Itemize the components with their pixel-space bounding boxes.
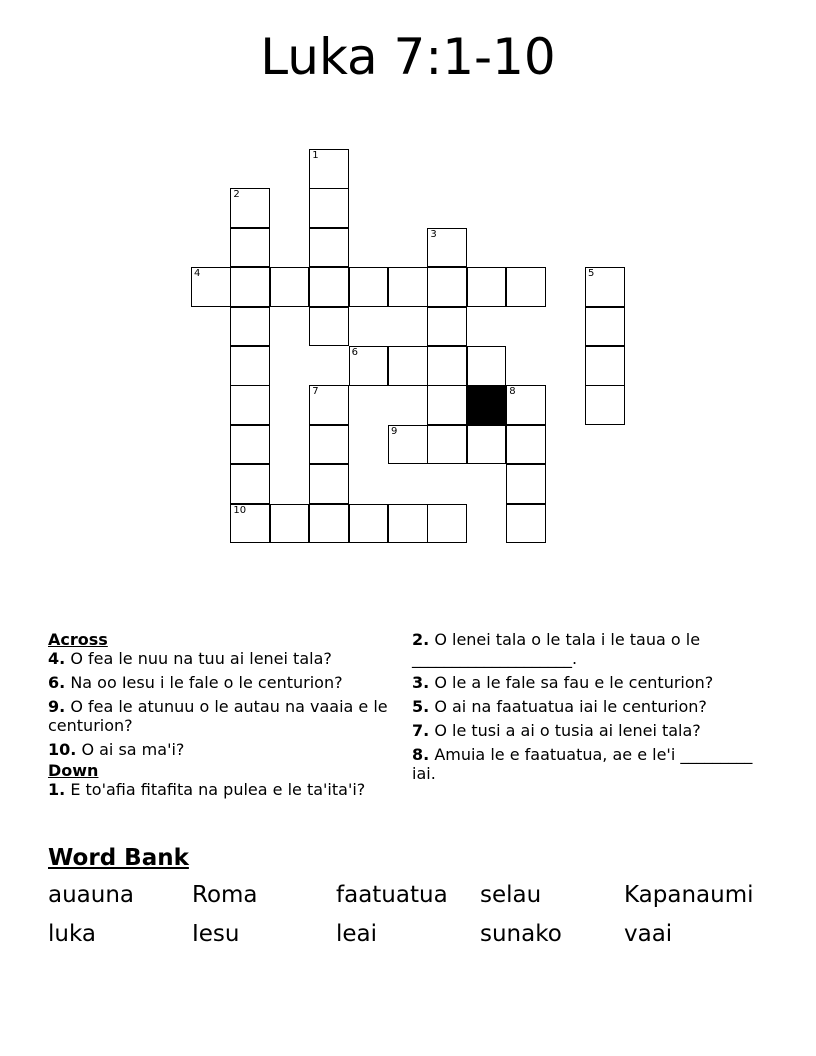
across-heading: Across [48,630,108,649]
clue-number-label: 7 [312,386,319,398]
clue-number: 5. [412,697,430,716]
word-bank-word: Roma [192,882,258,908]
clue-number: 8. [412,745,430,764]
crossword-cell[interactable] [427,425,467,465]
clue-text: Na oo Iesu i le fale o le centurion? [70,673,343,692]
crossword-cell[interactable] [230,267,270,307]
crossword-cell[interactable] [270,504,310,544]
crossword-cell[interactable] [427,307,467,347]
crossword-cell[interactable] [506,464,546,504]
crossword-cell[interactable] [427,504,467,544]
clue-number-label: 4 [194,268,201,280]
crossword-cell[interactable] [585,307,625,347]
crossword-cell[interactable] [506,425,546,465]
word-bank-title: Word Bank [48,845,189,871]
clue-number: 2. [412,630,430,649]
crossword-cell[interactable] [309,307,349,347]
crossword-cell[interactable] [270,267,310,307]
crossword-cell[interactable] [585,346,625,386]
crossword-cell[interactable] [309,188,349,228]
crossword-cell[interactable] [309,149,349,189]
clue-text: O ai na faatuatua iai le centurion? [434,697,707,716]
crossword-cell[interactable] [427,346,467,386]
clues-right-column [412,630,762,788]
crossword-cell[interactable] [467,425,507,465]
clue-text: O le a le fale sa fau e le centurion? [434,673,714,692]
crossword-cell[interactable] [388,346,428,386]
clue-text: O le tusi a ai o tusia ai lenei tala? [434,721,701,740]
down-clue-2 [412,630,762,668]
word-bank-word: luka [48,921,96,947]
across-clue-9 [48,697,393,735]
word-bank-word: Iesu [192,921,240,947]
clue-text: O fea le atunuu o le autau na vaaia e le centurion? [48,697,388,735]
clue-number: 3. [412,673,430,692]
crossword-cell[interactable] [309,267,349,307]
clue-text: E to'afia fitafita na pulea e le ta'ita'i? [70,780,366,799]
clue-number-label: 5 [588,268,595,280]
down-clue-8 [412,745,762,783]
crossword-cell[interactable] [427,385,467,425]
crossword-cell[interactable] [191,267,231,307]
word-bank-word: vaai [624,921,673,947]
word-bank-word: Kapanaumi [624,882,754,908]
crossword-cell[interactable] [230,228,270,268]
crossword-cell[interactable] [427,228,467,268]
crossword-cell[interactable] [585,385,625,425]
clue-number: 10. [48,740,77,759]
crossword-cell[interactable] [506,385,546,425]
crossword-cell[interactable] [388,504,428,544]
clue-number: 7. [412,721,430,740]
across-clue-6 [48,673,393,692]
crossword-cell[interactable] [230,464,270,504]
crossword-cell[interactable] [467,346,507,386]
crossword-cell[interactable] [349,504,389,544]
clue-number: 6. [48,673,66,692]
crossword-black-square [467,385,507,425]
down-clue-5 [412,697,762,716]
crossword-cell[interactable] [506,267,546,307]
clue-number-label: 6 [351,347,358,358]
clues-left-column [48,630,393,804]
clue-number-label: 10 [233,504,247,516]
word-bank-word: selau [480,882,542,908]
crossword-cell[interactable] [506,504,546,544]
clue-number: 1. [48,780,66,799]
clue-number-label: 1 [312,150,319,161]
clue-number-label: 2 [233,189,240,201]
crossword-cell[interactable] [309,504,349,544]
word-bank-word: sunako [480,921,562,947]
down-clue-3 [412,673,762,692]
across-clue-10 [48,740,393,759]
clue-text: Amuia le e faatuatua, ae e le'i _________ iai. [412,745,753,783]
down-heading: Down [48,761,99,780]
crossword-cell[interactable] [388,267,428,307]
crossword-cell[interactable] [349,346,389,386]
crossword-cell[interactable] [309,385,349,425]
crossword-cell[interactable] [230,307,270,347]
crossword-cell[interactable] [467,267,507,307]
clue-number: 4. [48,649,66,668]
crossword-cell[interactable] [585,267,625,307]
word-bank-word: auauna [48,882,135,908]
clue-number: 9. [48,697,66,716]
crossword-cell[interactable] [309,228,349,268]
crossword-cell[interactable] [427,267,467,307]
crossword-cell[interactable] [230,385,270,425]
word-bank-word: leai [336,921,378,947]
page-title: Luka 7:1-10 [260,28,556,86]
down-clue-7 [412,721,762,740]
crossword-cell[interactable] [230,188,270,228]
word-bank-word: faatuatua [336,882,448,908]
crossword-cell[interactable] [230,504,270,544]
down-clue-1 [48,780,393,799]
clue-text: O ai sa ma'i? [81,740,185,759]
clue-number-label: 9 [391,425,398,437]
clue-text: O lenei tala o le tala i le taua o le ____________________. [412,630,701,668]
clue-text: O fea le nuu na tuu ai lenei tala? [70,649,332,668]
across-clue-4 [48,649,393,668]
crossword-cell[interactable] [230,346,270,386]
crossword-cell[interactable] [309,425,349,465]
crossword-cell[interactable] [349,267,389,307]
clue-number-label: 8 [509,386,516,398]
crossword-cell[interactable] [309,464,349,504]
crossword-cell[interactable] [230,425,270,465]
crossword-cell[interactable] [388,425,428,465]
clue-number-label: 3 [430,228,437,240]
